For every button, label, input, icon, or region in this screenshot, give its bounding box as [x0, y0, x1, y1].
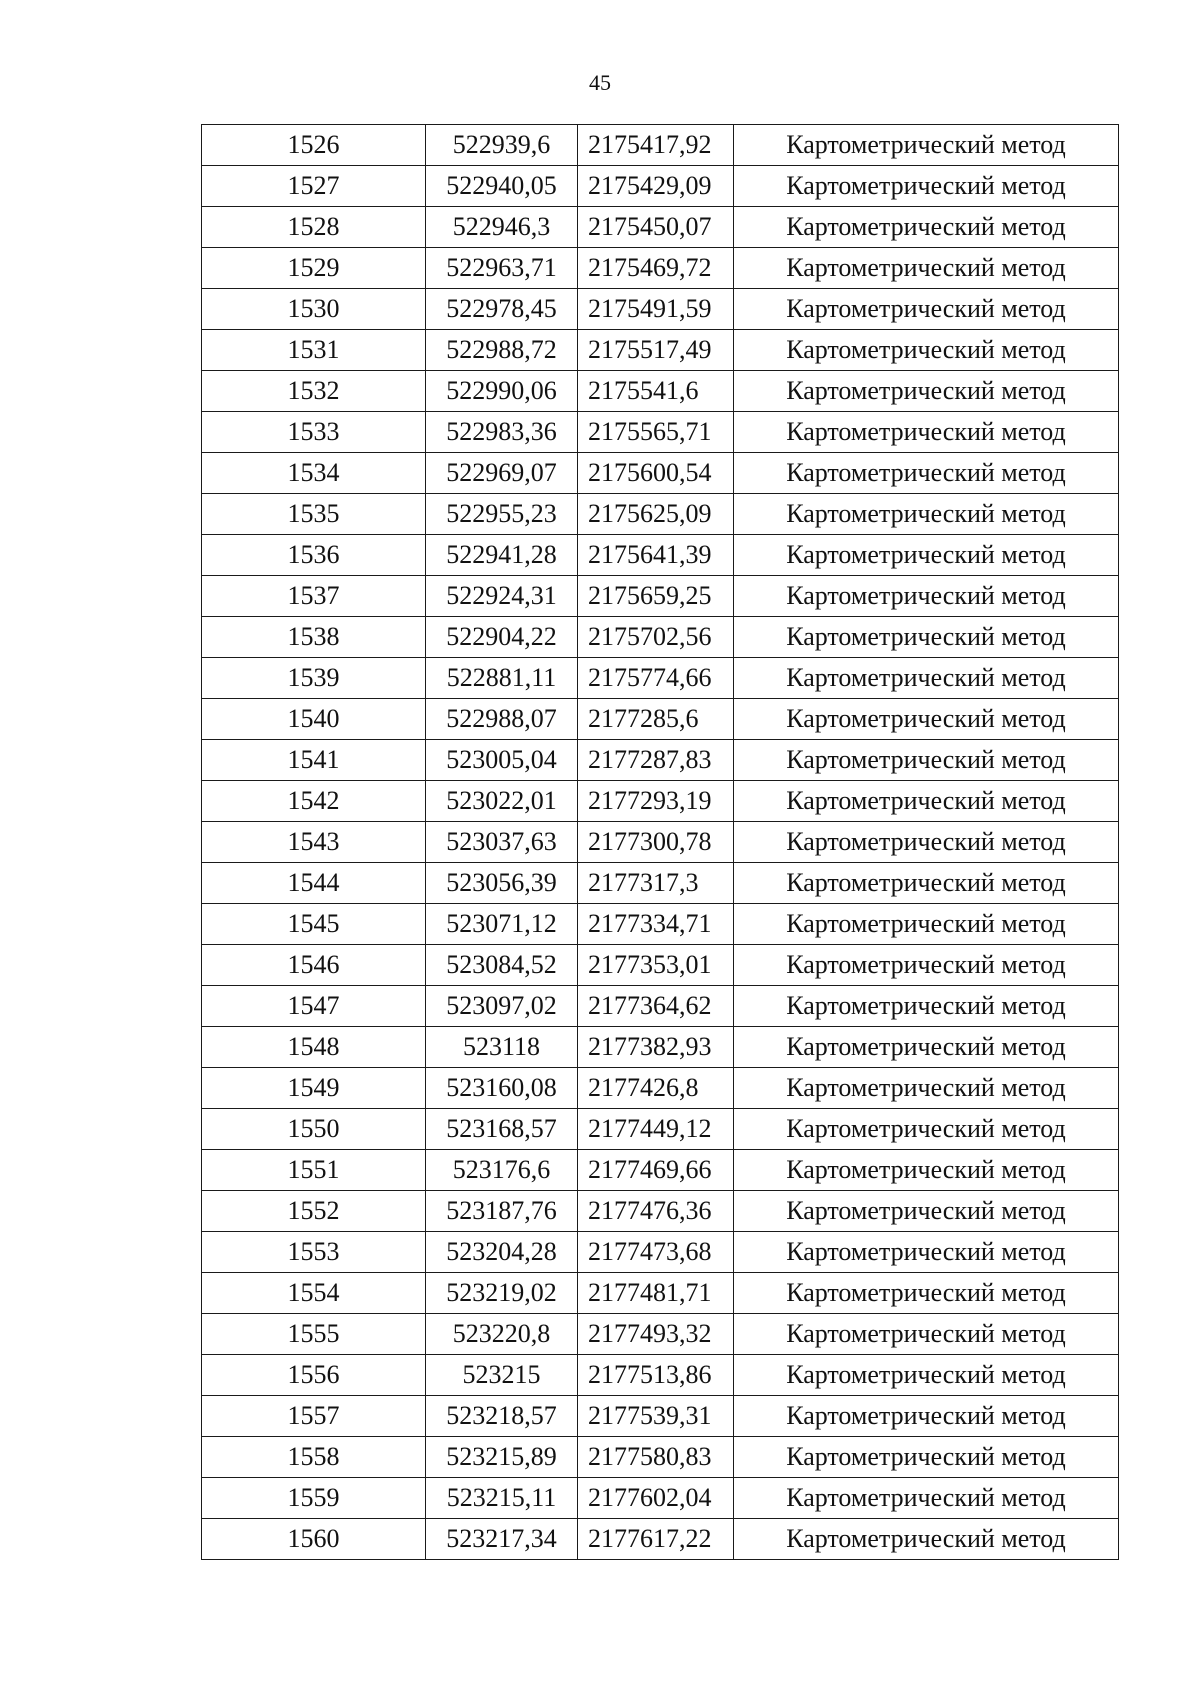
table-row — [202, 166, 1119, 207]
y-coordinate-cell: 2177539,31 — [578, 1396, 734, 1437]
x-coordinate-cell: 522946,3 — [426, 207, 578, 248]
y-coordinate-cell: 2177364,62 — [578, 986, 734, 1027]
table-row — [202, 1273, 1119, 1314]
point-number-cell: 1532 — [202, 371, 426, 412]
table-row — [202, 617, 1119, 658]
x-coordinate-cell: 523215,11 — [426, 1478, 578, 1519]
table-row — [202, 412, 1119, 453]
y-coordinate-cell: 2177300,78 — [578, 822, 734, 863]
coordinates-table-body — [202, 125, 1119, 1560]
y-coordinate-cell: 2175417,92 — [578, 125, 734, 166]
x-coordinate-cell: 522963,71 — [426, 248, 578, 289]
point-number-cell: 1536 — [202, 535, 426, 576]
y-coordinate-cell: 2177513,86 — [578, 1355, 734, 1396]
point-number-cell: 1555 — [202, 1314, 426, 1355]
point-number-cell: 1535 — [202, 494, 426, 535]
point-number-cell: 1559 — [202, 1478, 426, 1519]
y-coordinate-cell: 2175625,09 — [578, 494, 734, 535]
method-cell: Картометрический метод — [734, 699, 1119, 740]
y-coordinate-cell: 2177602,04 — [578, 1478, 734, 1519]
y-coordinate-cell: 2175702,56 — [578, 617, 734, 658]
x-coordinate-cell: 523220,8 — [426, 1314, 578, 1355]
point-number-cell: 1543 — [202, 822, 426, 863]
method-cell: Картометрический метод — [734, 207, 1119, 248]
point-number-cell: 1551 — [202, 1150, 426, 1191]
table-row — [202, 248, 1119, 289]
y-coordinate-cell: 2175517,49 — [578, 330, 734, 371]
y-coordinate-cell: 2177481,71 — [578, 1273, 734, 1314]
point-number-cell: 1553 — [202, 1232, 426, 1273]
x-coordinate-cell: 523037,63 — [426, 822, 578, 863]
point-number-cell: 1526 — [202, 125, 426, 166]
table-row — [202, 781, 1119, 822]
x-coordinate-cell: 522955,23 — [426, 494, 578, 535]
x-coordinate-cell: 523005,04 — [426, 740, 578, 781]
x-coordinate-cell: 523218,57 — [426, 1396, 578, 1437]
y-coordinate-cell: 2177287,83 — [578, 740, 734, 781]
x-coordinate-cell: 523168,57 — [426, 1109, 578, 1150]
y-coordinate-cell: 2177334,71 — [578, 904, 734, 945]
x-coordinate-cell: 523022,01 — [426, 781, 578, 822]
table-row — [202, 330, 1119, 371]
table-row — [202, 904, 1119, 945]
y-coordinate-cell: 2177580,83 — [578, 1437, 734, 1478]
method-cell: Картометрический метод — [734, 781, 1119, 822]
point-number-cell: 1538 — [202, 617, 426, 658]
method-cell: Картометрический метод — [734, 453, 1119, 494]
x-coordinate-cell: 522939,6 — [426, 125, 578, 166]
x-coordinate-cell: 522990,06 — [426, 371, 578, 412]
method-cell: Картометрический метод — [734, 945, 1119, 986]
y-coordinate-cell: 2177476,36 — [578, 1191, 734, 1232]
x-coordinate-cell: 523219,02 — [426, 1273, 578, 1314]
y-coordinate-cell: 2175429,09 — [578, 166, 734, 207]
method-cell: Картометрический метод — [734, 1396, 1119, 1437]
table-row — [202, 1478, 1119, 1519]
point-number-cell: 1554 — [202, 1273, 426, 1314]
point-number-cell: 1552 — [202, 1191, 426, 1232]
point-number-cell: 1537 — [202, 576, 426, 617]
x-coordinate-cell: 523084,52 — [426, 945, 578, 986]
x-coordinate-cell: 523217,34 — [426, 1519, 578, 1560]
x-coordinate-cell: 523118 — [426, 1027, 578, 1068]
table-row — [202, 289, 1119, 330]
x-coordinate-cell: 523160,08 — [426, 1068, 578, 1109]
table-row — [202, 1027, 1119, 1068]
point-number-cell: 1550 — [202, 1109, 426, 1150]
method-cell: Картометрический метод — [734, 1027, 1119, 1068]
table-row — [202, 945, 1119, 986]
x-coordinate-cell: 522941,28 — [426, 535, 578, 576]
x-coordinate-cell: 522969,07 — [426, 453, 578, 494]
method-cell: Картометрический метод — [734, 1519, 1119, 1560]
point-number-cell: 1539 — [202, 658, 426, 699]
point-number-cell: 1548 — [202, 1027, 426, 1068]
table-row — [202, 1519, 1119, 1560]
method-cell: Картометрический метод — [734, 1191, 1119, 1232]
point-number-cell: 1546 — [202, 945, 426, 986]
point-number-cell: 1534 — [202, 453, 426, 494]
point-number-cell: 1529 — [202, 248, 426, 289]
x-coordinate-cell: 522924,31 — [426, 576, 578, 617]
table-row — [202, 576, 1119, 617]
x-coordinate-cell: 523071,12 — [426, 904, 578, 945]
table-row — [202, 863, 1119, 904]
coordinates-table — [201, 124, 1119, 1560]
x-coordinate-cell: 523215 — [426, 1355, 578, 1396]
table-row — [202, 740, 1119, 781]
method-cell: Картометрический метод — [734, 1232, 1119, 1273]
table-row — [202, 371, 1119, 412]
point-number-cell: 1542 — [202, 781, 426, 822]
method-cell: Картометрический метод — [734, 576, 1119, 617]
method-cell: Картометрический метод — [734, 658, 1119, 699]
point-number-cell: 1549 — [202, 1068, 426, 1109]
table-row — [202, 1068, 1119, 1109]
x-coordinate-cell: 522983,36 — [426, 412, 578, 453]
table-row — [202, 207, 1119, 248]
method-cell: Картометрический метод — [734, 1068, 1119, 1109]
point-number-cell: 1556 — [202, 1355, 426, 1396]
point-number-cell: 1528 — [202, 207, 426, 248]
y-coordinate-cell: 2175491,59 — [578, 289, 734, 330]
point-number-cell: 1530 — [202, 289, 426, 330]
y-coordinate-cell: 2177426,8 — [578, 1068, 734, 1109]
y-coordinate-cell: 2177293,19 — [578, 781, 734, 822]
method-cell: Картометрический метод — [734, 535, 1119, 576]
method-cell: Картометрический метод — [734, 822, 1119, 863]
y-coordinate-cell: 2175565,71 — [578, 412, 734, 453]
table-row — [202, 1109, 1119, 1150]
method-cell: Картометрический метод — [734, 986, 1119, 1027]
method-cell: Картометрический метод — [734, 412, 1119, 453]
page-number: 45 — [589, 70, 611, 95]
y-coordinate-cell: 2177353,01 — [578, 945, 734, 986]
method-cell: Картометрический метод — [734, 125, 1119, 166]
table-row — [202, 494, 1119, 535]
x-coordinate-cell: 522904,22 — [426, 617, 578, 658]
x-coordinate-cell: 522978,45 — [426, 289, 578, 330]
y-coordinate-cell: 2177617,22 — [578, 1519, 734, 1560]
table-row — [202, 535, 1119, 576]
y-coordinate-cell: 2175641,39 — [578, 535, 734, 576]
method-cell: Картометрический метод — [734, 1150, 1119, 1191]
point-number-cell: 1540 — [202, 699, 426, 740]
table-row — [202, 1314, 1119, 1355]
x-coordinate-cell: 523176,6 — [426, 1150, 578, 1191]
method-cell: Картометрический метод — [734, 494, 1119, 535]
x-coordinate-cell: 522940,05 — [426, 166, 578, 207]
y-coordinate-cell: 2177469,66 — [578, 1150, 734, 1191]
x-coordinate-cell: 522988,07 — [426, 699, 578, 740]
method-cell: Картометрический метод — [734, 1437, 1119, 1478]
point-number-cell: 1527 — [202, 166, 426, 207]
point-number-cell: 1560 — [202, 1519, 426, 1560]
x-coordinate-cell: 523056,39 — [426, 863, 578, 904]
method-cell: Картометрический метод — [734, 904, 1119, 945]
table-row — [202, 1396, 1119, 1437]
table-row — [202, 822, 1119, 863]
method-cell: Картометрический метод — [734, 289, 1119, 330]
point-number-cell: 1541 — [202, 740, 426, 781]
table-row — [202, 1355, 1119, 1396]
x-coordinate-cell: 522881,11 — [426, 658, 578, 699]
point-number-cell: 1545 — [202, 904, 426, 945]
table-row — [202, 125, 1119, 166]
point-number-cell: 1547 — [202, 986, 426, 1027]
x-coordinate-cell: 523187,76 — [426, 1191, 578, 1232]
x-coordinate-cell: 523097,02 — [426, 986, 578, 1027]
point-number-cell: 1558 — [202, 1437, 426, 1478]
method-cell: Картометрический метод — [734, 740, 1119, 781]
method-cell: Картометрический метод — [734, 1314, 1119, 1355]
method-cell: Картометрический метод — [734, 371, 1119, 412]
y-coordinate-cell: 2177317,3 — [578, 863, 734, 904]
table-row — [202, 1232, 1119, 1273]
table-row — [202, 453, 1119, 494]
method-cell: Картометрический метод — [734, 330, 1119, 371]
y-coordinate-cell: 2175774,66 — [578, 658, 734, 699]
method-cell: Картометрический метод — [734, 1355, 1119, 1396]
y-coordinate-cell: 2177473,68 — [578, 1232, 734, 1273]
x-coordinate-cell: 523204,28 — [426, 1232, 578, 1273]
table-row — [202, 658, 1119, 699]
y-coordinate-cell: 2177449,12 — [578, 1109, 734, 1150]
point-number-cell: 1544 — [202, 863, 426, 904]
method-cell: Картометрический метод — [734, 1273, 1119, 1314]
point-number-cell: 1533 — [202, 412, 426, 453]
method-cell: Картометрический метод — [734, 1478, 1119, 1519]
table-row — [202, 699, 1119, 740]
method-cell: Картометрический метод — [734, 248, 1119, 289]
y-coordinate-cell: 2177493,32 — [578, 1314, 734, 1355]
x-coordinate-cell: 523215,89 — [426, 1437, 578, 1478]
y-coordinate-cell: 2177382,93 — [578, 1027, 734, 1068]
table-row — [202, 1437, 1119, 1478]
method-cell: Картометрический метод — [734, 617, 1119, 658]
table-row — [202, 1191, 1119, 1232]
y-coordinate-cell: 2175469,72 — [578, 248, 734, 289]
table-row — [202, 1150, 1119, 1191]
method-cell: Картометрический метод — [734, 1109, 1119, 1150]
y-coordinate-cell: 2175659,25 — [578, 576, 734, 617]
point-number-cell: 1557 — [202, 1396, 426, 1437]
point-number-cell: 1531 — [202, 330, 426, 371]
y-coordinate-cell: 2175541,6 — [578, 371, 734, 412]
y-coordinate-cell: 2177285,6 — [578, 699, 734, 740]
x-coordinate-cell: 522988,72 — [426, 330, 578, 371]
y-coordinate-cell: 2175600,54 — [578, 453, 734, 494]
y-coordinate-cell: 2175450,07 — [578, 207, 734, 248]
method-cell: Картометрический метод — [734, 166, 1119, 207]
method-cell: Картометрический метод — [734, 863, 1119, 904]
table-row — [202, 986, 1119, 1027]
